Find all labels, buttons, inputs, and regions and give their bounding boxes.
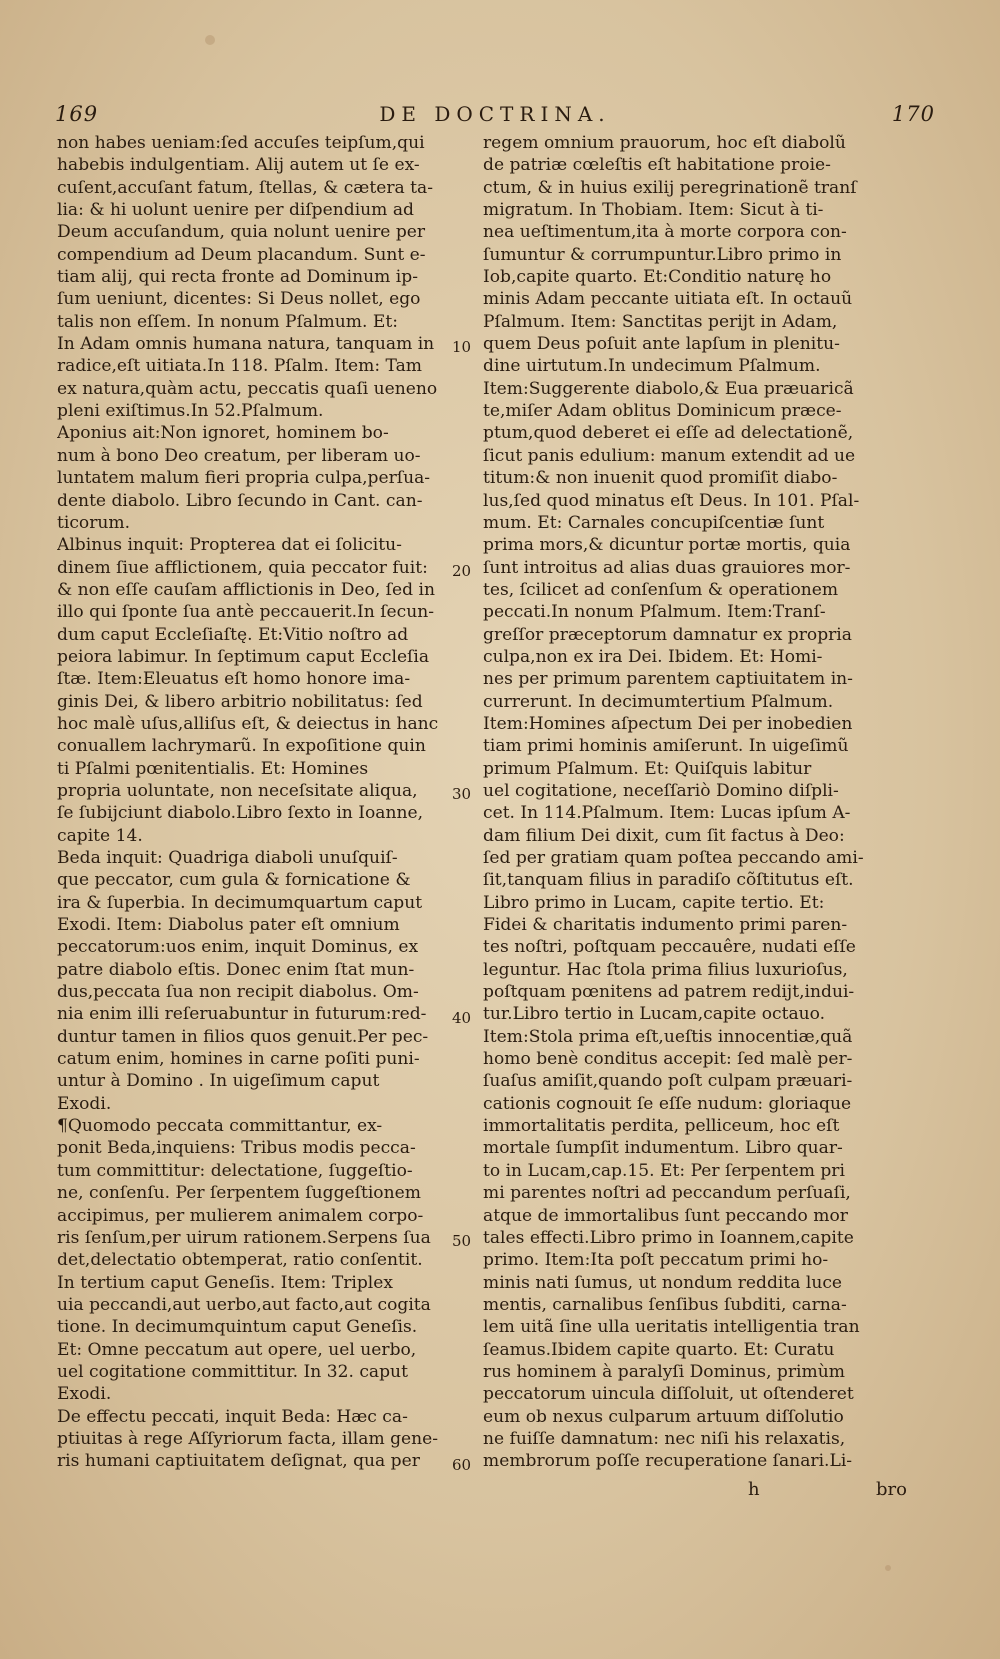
text-line: ſumuntur & corrumpuntur.Libro primo in	[483, 244, 842, 265]
text-line: immortalitatis perdita, pelliceum, hoc eſt	[483, 1116, 840, 1137]
text-line: Iob,capite quarto. Et:Conditio naturę ho	[483, 267, 832, 288]
text-line: tes noſtri, poſtquam peccauêre, nudati eſſe	[483, 937, 856, 958]
text-line: minis nati ſumus, ut nondum reddita luce	[483, 1272, 843, 1293]
text-line: prima mors,& dicuntur portæ mortis, quia	[483, 535, 851, 556]
text-line: habebis indulgentiam. Alij autem ut ſe ex-	[57, 155, 420, 176]
text-line: primum Pſalmum. Et: Quiſquis labitur	[483, 758, 812, 779]
paper-stain	[205, 35, 215, 45]
text-line: propria uoluntate, non neceſsitate aliqua,	[57, 780, 418, 801]
text-line: tur.Libro tertio in Lucam,capite octauo.	[483, 1004, 826, 1025]
text-line: dinem ſiue afflictionem, quia peccator fuit:	[57, 557, 428, 578]
text-line: & non eſſe cauſam afflictionis in Deo, ſed in	[57, 579, 435, 600]
running-title: DE DOCTRINA.	[379, 102, 611, 126]
text-line: ſuaſus amiſit,quando poſt culpam præuari-	[483, 1071, 853, 1092]
text-line: te,miſer Adam oblitus Dominicum præce-	[483, 401, 842, 422]
text-line: tiam primi hominis amiſerunt. In uigeſimũ	[483, 736, 849, 757]
text-line: nes per primum parentem captiuitatem in-	[483, 669, 853, 690]
signature-mark: h	[748, 1479, 760, 1500]
text-line: poſtquam pœnitens ad patrem redijt,indui-	[483, 982, 855, 1003]
text-line: ctum, & in huius exilij peregrinationẽ tranſ	[483, 177, 857, 198]
text-line: dente diabolo. Libro ſecundo in Cant. can-	[57, 490, 423, 511]
text-line: pleni exiſtimus.In 52.Pſalmum.	[57, 401, 324, 422]
text-line: Exodi. Item: Diabolus pater eſt omnium	[57, 915, 400, 936]
text-line: peccatorum uincula diſſoluit, ut oſtenderet	[483, 1384, 854, 1405]
right-text-column	[483, 132, 893, 1473]
text-line: In tertium caput Geneſis. Item: Triplex	[57, 1272, 394, 1293]
text-line: mi parentes noſtri ad peccandum perſuaſi,	[483, 1183, 851, 1204]
text-line: atque de immortalibus ſunt peccando mor	[483, 1205, 848, 1226]
margin-line-number: 20	[452, 561, 472, 580]
text-line: Deum accuſandum, quia nolunt uenire per	[57, 222, 426, 243]
text-line: num à bono Deo creatum, per liberam uo-	[57, 445, 421, 466]
text-line: conuallem lachrymarũ. In expoſitione quin	[57, 736, 426, 757]
text-line: quem Deus poſuit ante lapſum in plenitu-	[483, 334, 840, 355]
text-line: lem uitã ſine ulla ueritatis intelligentia tran	[483, 1317, 860, 1338]
text-line: ex natura,quàm actu, peccatis quaſi ueneno	[57, 378, 438, 399]
text-line: to in Lucam,cap.15. Et: Per ſerpentem pri	[483, 1160, 845, 1181]
text-line: ne, conſenſu. Per ſerpentem ſuggeſtionem	[57, 1183, 421, 1204]
text-line: patre diabolo eſtis. Donec enim ſtat mun-	[57, 959, 415, 980]
margin-line-number: 40	[452, 1008, 472, 1027]
text-line: uel cogitatione, neceſſariò Domino diſpli-	[483, 780, 839, 801]
text-line: homo benè conditus accepit: ſed malè per-	[483, 1049, 853, 1070]
text-line: Pſalmum. Item: Sanctitas perijt in Adam,	[483, 311, 838, 332]
text-line: uel cogitatione committitur. In 32. caput	[57, 1361, 408, 1382]
text-line: peccatorum:uos enim, inquit Dominus, ex	[57, 937, 419, 958]
text-line: ginis Dei, & libero arbitrio nobilitatus: ſed	[57, 691, 423, 712]
text-line: ris ſenſum,per uirum rationem.Serpens ſua	[57, 1227, 431, 1248]
text-line: nia enim illi reſeruabuntur in futurum:red-	[57, 1004, 427, 1025]
text-line: ſed per gratiam quam poſtea peccando ami-	[483, 848, 864, 868]
text-line: illo qui ſponte ſua antè peccauerit.In ſecun-	[57, 602, 435, 623]
text-line: tes, ſcilicet ad conſenſum & operationem	[483, 579, 839, 600]
text-line: ſeamus.Ibidem capite quarto. Et: Curatu	[483, 1339, 835, 1360]
text-line: Item:Stola prima eſt,ueſtis innocentiæ,quã	[483, 1026, 853, 1047]
text-line: cuſent,accuſant fatum, ſtellas, & cætera ta-	[57, 177, 433, 198]
text-line: que peccator, cum gula & fornicatione &	[57, 870, 411, 891]
text-line: leguntur. Hac ſtola prima filius luxurioſus,	[483, 959, 848, 980]
text-line: ne fuiſſe damnatum: nec niſi his relaxatis,	[483, 1428, 846, 1449]
text-line: cet. In 114.Pſalmum. Item: Lucas ipſum A-	[483, 803, 851, 824]
text-line: Exodi.	[57, 1093, 112, 1114]
text-line: ſicut panis edulium: manum extendit ad ue	[483, 445, 856, 466]
text-line: Libro primo in Lucam, capite tertio. Et:	[483, 892, 825, 913]
text-line: Aponius ait:Non ignoret, hominem bo-	[57, 423, 389, 444]
text-line: greſſor præceptorum damnatur ex propria	[483, 624, 852, 645]
running-header	[55, 102, 935, 130]
text-line: ptiuitas à rege Aſſyriorum facta, illam gene-	[57, 1428, 439, 1449]
text-line: De effectu peccati, inquit Beda: Hæc ca-	[57, 1406, 408, 1427]
text-line: det,delectatio obtemperat, ratio conſentit.	[57, 1250, 423, 1271]
text-line: dus,peccata ſua non recipit diabolus. Om-	[57, 982, 419, 1003]
text-line: ticorum.	[57, 512, 131, 533]
text-line: ira & ſuperbia. In decimumquartum caput	[57, 892, 423, 913]
text-line: tales effecti.Libro primo in Ioannem,capite	[483, 1227, 854, 1248]
text-line: Et: Omne peccatum aut opere, uel uerbo,	[57, 1339, 417, 1360]
text-line: nea ueſtimentum,ita à morte corpora con-	[483, 222, 847, 243]
page-number-right: 170	[891, 102, 935, 126]
text-line: luntatem malum fieri propria culpa,perſua-	[57, 468, 431, 489]
text-line: tum committitur: delectatione, ſuggeſtio-	[57, 1160, 413, 1181]
text-line: ſtæ. Item:Eleuatus eſt homo honore ima-	[57, 669, 411, 690]
text-line: Fidei & charitatis indumento primi paren-	[483, 915, 848, 936]
text-line: talis non eſſem. In nonum Pſalmum. Et:	[57, 311, 398, 332]
text-line: dine uirtutum.In undecimum Pſalmum.	[483, 356, 821, 377]
text-line: ſe ſubijciunt diabolo.Libro ſexto in Ioanne,	[57, 803, 424, 824]
text-line: Item:Suggerente diabolo,& Eua præuaricã	[483, 378, 854, 399]
text-line: mum. Et: Carnales concupiſcentiæ ſunt	[483, 512, 825, 533]
text-line: non habes ueniam:ſed accuſes teipſum,qui	[57, 133, 425, 153]
text-line: peccati.In nonum Pſalmum. Item:Tranſ-	[483, 602, 826, 623]
text-line: ſum ueniunt, dicentes: Si Deus nollet, ego	[57, 289, 421, 310]
text-line: catum enim, homines in carne poſiti puni-	[57, 1049, 420, 1070]
text-line: tiam alij, qui recta fronte ad Dominum ip-	[57, 267, 418, 288]
text-line: In Adam omnis humana natura, tanquam in	[57, 334, 435, 355]
text-line: migratum. In Thobiam. Item: Sicut à ti-	[483, 200, 824, 221]
text-line: de patriæ cœleſtis eſt habitatione proie-	[483, 155, 831, 176]
text-line: Albinus inquit: Propterea dat ei ſolicitu-	[57, 535, 402, 556]
text-line: Beda inquit: Quadriga diaboli unuſquiſ-	[57, 848, 398, 868]
text-line: hoc malè uſus,alliſus eſt, & deiectus in hanc	[57, 713, 439, 734]
text-line: duntur tamen in filios quos genuit.Per pec-	[57, 1026, 429, 1047]
text-line: dam filium Dei dixit, cum ſit factus à Deo:	[483, 825, 845, 846]
text-line: mentis, carnalibus ſenſibus ſubditi, carna-	[483, 1294, 847, 1315]
text-line: ris humani captiuitatem deſignat, qua per	[57, 1451, 420, 1472]
catchword: bro	[876, 1479, 907, 1500]
text-line: compendium ad Deum placandum. Sunt e-	[57, 244, 426, 265]
page-number-left: 169	[55, 102, 99, 126]
text-line: lia: & hi uolunt uenire per diſpendium ad	[57, 200, 414, 221]
text-line: ſunt introitus ad alias duas grauiores mor-	[483, 557, 851, 578]
text-line: culpa,non ex ira Dei. Ibidem. Et: Homi-	[483, 646, 823, 667]
text-line: dum caput Eccleſiaſtę. Et:Vitio noſtro ad	[57, 624, 409, 645]
text-line: tione. In decimumquintum caput Geneſis.	[57, 1317, 418, 1338]
text-line: uia peccandi,aut uerbo,aut facto,aut cogita	[57, 1294, 431, 1315]
text-line: ti Pſalmi pœnitentialis. Et: Homines	[57, 758, 369, 779]
paper-stain	[885, 1565, 891, 1571]
text-line: rus hominem à paralyſi Dominus, primùm	[483, 1361, 845, 1382]
text-line: radice,eſt uitiata.In 118. Pſalm. Item: Tam	[57, 356, 423, 377]
text-line: eum ob nexus culparum artuum diſſolutio	[483, 1406, 844, 1427]
text-line: membrorum poſſe recuperatione ſanari.Li-	[483, 1451, 853, 1472]
text-line: ptum,quod deberet ei eſſe ad delectationẽ,	[483, 423, 854, 444]
text-line: ponit Beda,inquiens: Tribus modis pecca-	[57, 1138, 416, 1159]
text-line: lus,ſed quod minatus eſt Deus. In 101. Pſal-	[483, 490, 860, 511]
text-line: untur à Domino . In uigeſimum caput	[57, 1071, 380, 1092]
text-line: Exodi.	[57, 1384, 112, 1405]
text-line: minis Adam peccante uitiata eſt. In octauũ	[483, 289, 853, 310]
text-line: ſit,tanquam filius in paradiſo cõſtitutus eſt.	[483, 870, 854, 891]
text-line: Item:Homines aſpectum Dei per inobedien	[483, 713, 853, 734]
text-line: regem omnium prauorum, hoc eſt diabolũ	[483, 133, 846, 153]
margin-line-number: 30	[452, 785, 472, 804]
text-line: primo. Item:Ita poſt peccatum primi ho-	[483, 1250, 829, 1271]
text-line: capite 14.	[57, 825, 143, 846]
text-line: peiora labimur. In ſeptimum caput Eccleſia	[57, 646, 430, 667]
text-line: ¶Quomodo peccata committantur, ex-	[57, 1116, 383, 1137]
text-line: titum:& non inuenit quod promiſit diabo-	[483, 468, 838, 489]
margin-line-number: 60	[452, 1455, 472, 1474]
text-line: cationis cognouit ſe eſſe nudum: gloriaque	[483, 1093, 852, 1114]
left-text-column	[57, 132, 467, 1473]
margin-line-number: 50	[452, 1232, 472, 1251]
text-line: mortale ſumpſit indumentum. Libro quar-	[483, 1138, 843, 1159]
margin-line-number: 10	[452, 338, 472, 357]
text-line: accipimus, per mulierem animalem corpo-	[57, 1205, 424, 1226]
text-line: currerunt. In decimumtertium Pſalmum.	[483, 691, 834, 712]
